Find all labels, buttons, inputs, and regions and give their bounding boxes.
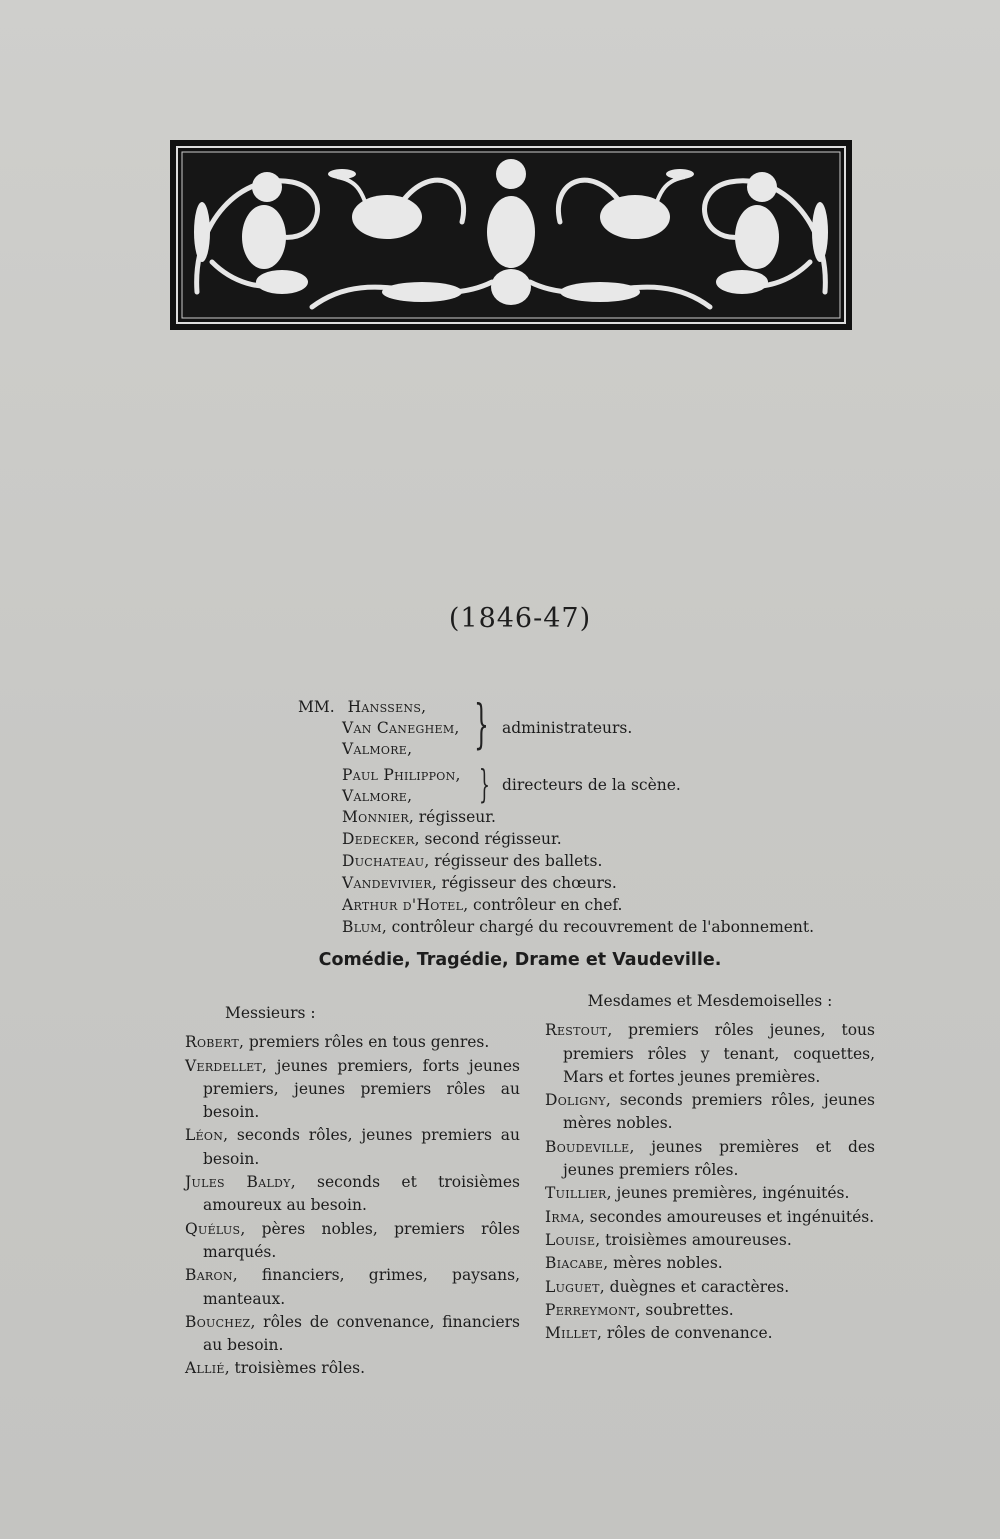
cast-entry: Restout, premiers rôles jeunes, tous premiers rôles y tenant, coquettes, Mars et fortes jeunes premières. bbox=[545, 1021, 875, 1086]
cast-entry: Millet, rôles de convenance. bbox=[545, 1324, 773, 1343]
cast-entry: Bouchez, rôles de convenance, financiers au besoin. bbox=[185, 1312, 520, 1355]
cast-entry: Tuillier, jeunes premières, ingénuités. bbox=[545, 1184, 850, 1203]
director-role: directeurs de la scène. bbox=[502, 776, 681, 794]
admin-name: Valmore, bbox=[342, 740, 413, 758]
cast-entry: Jules Baldy, seconds et troisièmes amoureux au besoin. bbox=[185, 1173, 520, 1215]
column-header: Mesdames et Mesdemoiselles : bbox=[587, 992, 833, 1010]
admin-role: administrateurs. bbox=[502, 719, 633, 737]
mm-prefix: MM. bbox=[298, 698, 335, 716]
column-header: Messieurs : bbox=[225, 1004, 316, 1022]
brace-icon: } bbox=[479, 762, 490, 806]
cast-entry: Baron, financiers, grimes, paysans, manteaux. bbox=[185, 1266, 520, 1308]
staff-entry: Vandevivier, régisseur des chœurs. bbox=[342, 874, 617, 892]
section-title: Comédie, Tragédie, Drame et Vaudeville. bbox=[318, 950, 722, 970]
cast-entry: Allié, troisièmes rôles. bbox=[185, 1359, 366, 1378]
cast-entry: Perreymont, soubrettes. bbox=[545, 1300, 734, 1319]
cast-entry: Léon, seconds rôles, jeunes premiers au besoin. bbox=[185, 1126, 520, 1168]
cast-entry: Doligny, seconds premiers rôles, jeunes mères nobles. bbox=[545, 1091, 875, 1133]
director-name: Paul Philippon, bbox=[342, 766, 461, 784]
cast-entry: Verdellet, jeunes premiers, forts jeunes premiers, jeunes premiers rôles au besoin. bbox=[185, 1056, 520, 1122]
men-column bbox=[185, 1002, 520, 1381]
season-heading: (1846-47) bbox=[448, 603, 592, 634]
staff-entry: Blum, contrôleur chargé du recouvrement de l'abonnement. bbox=[342, 918, 815, 936]
cast-entry: Irma, secondes amoureuses et ingénuités. bbox=[545, 1207, 875, 1226]
director-name: Valmore, bbox=[342, 787, 413, 805]
ornament-illustration bbox=[172, 142, 850, 328]
cast-entry: Biacabe, mères nobles. bbox=[545, 1254, 723, 1273]
women-column bbox=[545, 990, 875, 1345]
cast-entry: Boudeville, jeunes premières et des jeunes premiers rôles. bbox=[545, 1137, 875, 1180]
cast-entry: Robert, premiers rôles en tous genres. bbox=[185, 1033, 490, 1052]
admin-name: Hanssens, bbox=[347, 698, 427, 716]
staff-entry: Arthur d'Hotel, contrôleur en chef. bbox=[342, 896, 623, 914]
cast-entry: Quélus, pères nobles, premiers rôles marqués. bbox=[185, 1219, 520, 1261]
staff-entry: Duchateau, régisseur des ballets. bbox=[342, 852, 603, 870]
cast-entry: Luguet, duègnes et caractères. bbox=[545, 1277, 790, 1296]
staff-entry: Dedecker, second régisseur. bbox=[342, 830, 562, 848]
cast-entry: Louise, troisièmes amoureuses. bbox=[545, 1230, 792, 1249]
admin-name: Van Caneghem, bbox=[342, 719, 460, 737]
staff-entry: Monnier, régisseur. bbox=[342, 808, 496, 826]
brace-icon: } bbox=[474, 695, 489, 755]
ornamental-banner bbox=[170, 140, 852, 330]
